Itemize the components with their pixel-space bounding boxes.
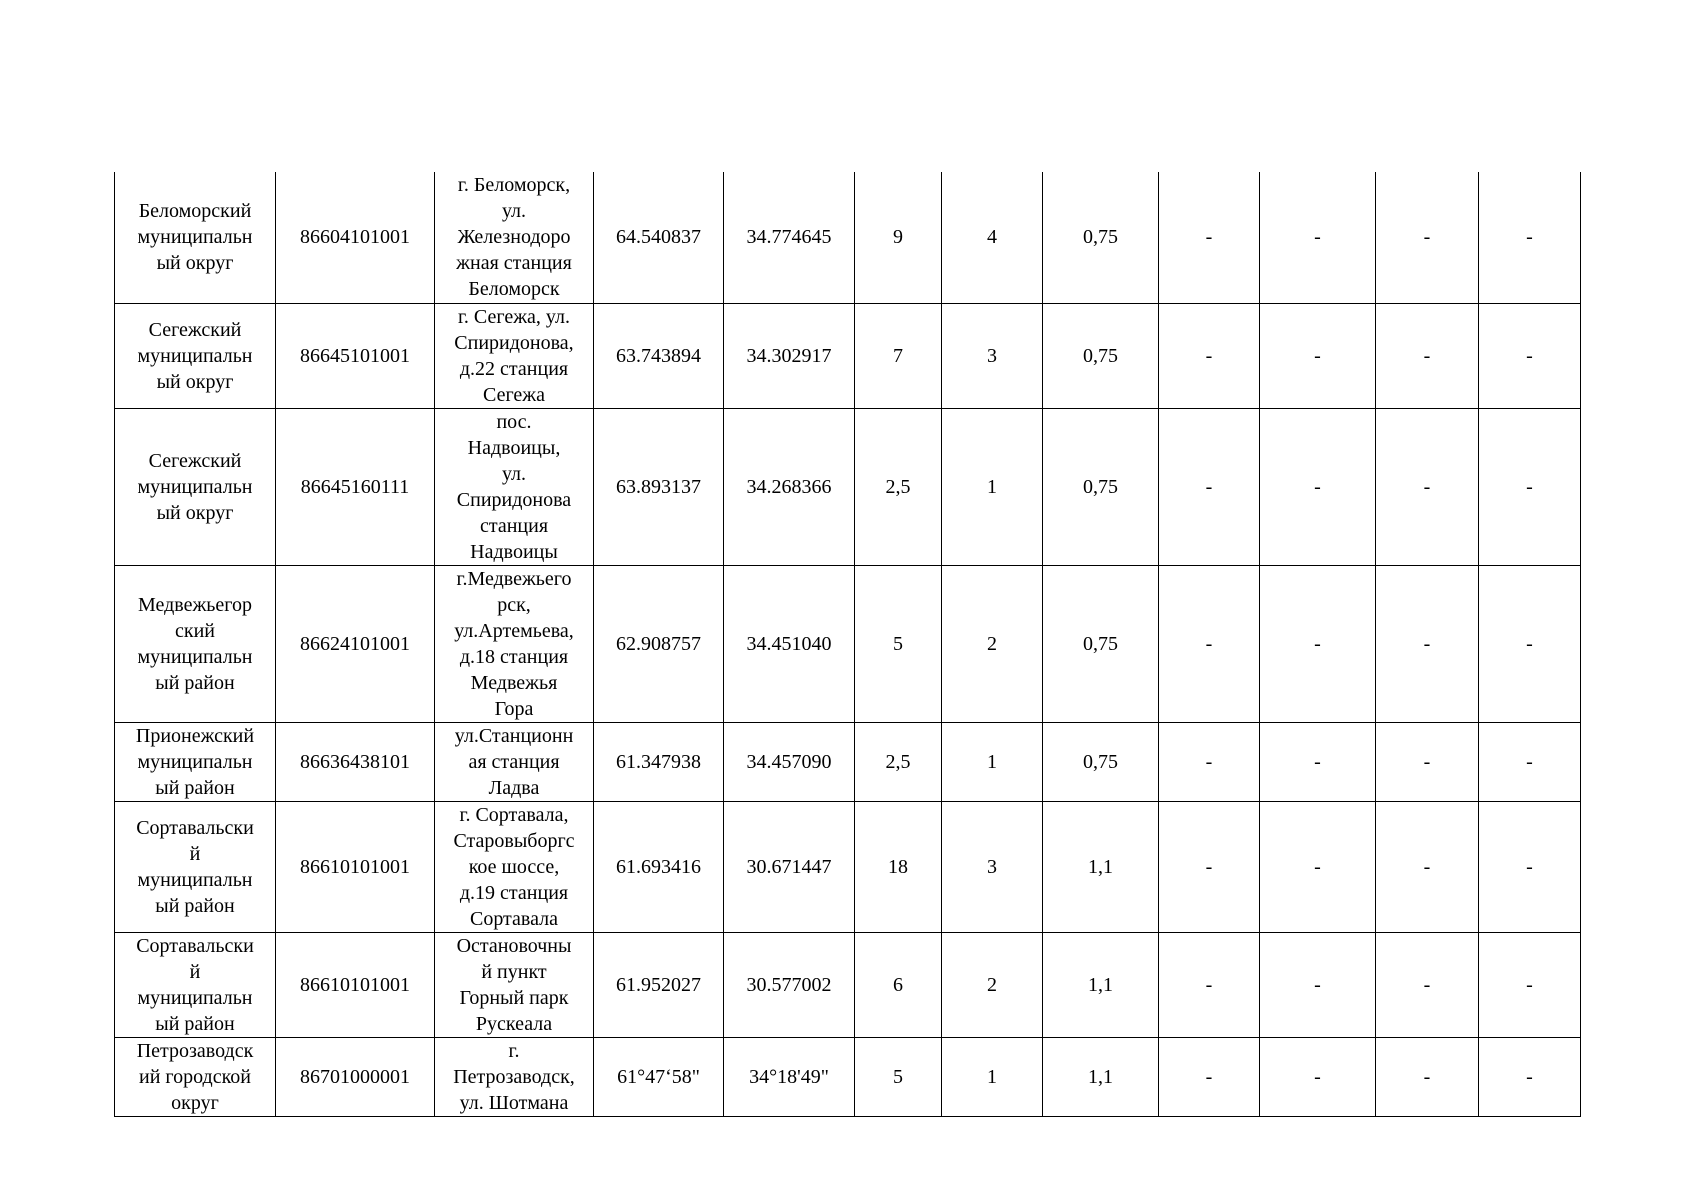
cell-address: г.Медвежьего рск, ул.Артемьева, д.18 станция Медвежья Гора [435, 565, 594, 722]
cell-col8: 0,75 [1043, 565, 1159, 722]
cell-col10: - [1260, 801, 1376, 932]
table-row [115, 565, 1581, 722]
cell-latitude: 61.347938 [594, 722, 724, 801]
cell-col11: - [1376, 801, 1479, 932]
cell-col10: - [1260, 408, 1376, 565]
cell-address: Остановочны й пункт Горный парк Рускеала [435, 932, 594, 1037]
cell-address: ул.Станционн ая станция Ладва [435, 722, 594, 801]
cell-col9: - [1159, 408, 1260, 565]
cell-longitude: 34°18'49" [724, 1037, 855, 1116]
cell-col7: 4 [942, 172, 1043, 303]
cell-col11: - [1376, 303, 1479, 408]
cell-col8: 0,75 [1043, 408, 1159, 565]
cell-district: Сортавальски й муниципальн ый район [115, 801, 276, 932]
table-body [115, 172, 1581, 1116]
cell-oktmo: 86604101001 [276, 172, 435, 303]
cell-longitude: 30.577002 [724, 932, 855, 1037]
cell-address: г. Сортавала, Старовыборгс кое шоссе, д.19 станция Сортавала [435, 801, 594, 932]
cell-oktmo: 86645101001 [276, 303, 435, 408]
cell-district: Петрозаводск ий городской округ [115, 1037, 276, 1116]
cell-oktmo: 86701000001 [276, 1037, 435, 1116]
cell-col8: 1,1 [1043, 801, 1159, 932]
cell-address: пос. Надвоицы, ул. Спиридонова станция Надвоицы [435, 408, 594, 565]
cell-district: Прионежский муниципальн ый район [115, 722, 276, 801]
table-row [115, 1037, 1581, 1116]
cell-col9: - [1159, 722, 1260, 801]
cell-col11: - [1376, 565, 1479, 722]
cell-longitude: 30.671447 [724, 801, 855, 932]
cell-col10: - [1260, 722, 1376, 801]
cell-col11: - [1376, 408, 1479, 565]
cell-col11: - [1376, 722, 1479, 801]
cell-col7: 3 [942, 303, 1043, 408]
cell-col12: - [1479, 565, 1581, 722]
cell-col6: 9 [855, 172, 942, 303]
cell-col7: 1 [942, 722, 1043, 801]
cell-col9: - [1159, 303, 1260, 408]
cell-col6: 6 [855, 932, 942, 1037]
cell-address: г. Беломорск, ул. Железнодоро жная станция Беломорск [435, 172, 594, 303]
table-row [115, 172, 1581, 303]
cell-col10: - [1260, 303, 1376, 408]
cell-col8: 0,75 [1043, 303, 1159, 408]
stations-table [114, 172, 1581, 1117]
cell-col6: 18 [855, 801, 942, 932]
cell-col9: - [1159, 801, 1260, 932]
cell-oktmo: 86624101001 [276, 565, 435, 722]
cell-col8: 0,75 [1043, 722, 1159, 801]
cell-latitude: 62.908757 [594, 565, 724, 722]
cell-col12: - [1479, 722, 1581, 801]
table-row [115, 722, 1581, 801]
cell-col6: 2,5 [855, 408, 942, 565]
cell-col12: - [1479, 408, 1581, 565]
cell-col7: 2 [942, 565, 1043, 722]
cell-col9: - [1159, 932, 1260, 1037]
cell-col10: - [1260, 932, 1376, 1037]
table-row [115, 932, 1581, 1037]
cell-col6: 5 [855, 565, 942, 722]
cell-col11: - [1376, 172, 1479, 303]
cell-col12: - [1479, 303, 1581, 408]
cell-col7: 1 [942, 1037, 1043, 1116]
cell-col10: - [1260, 565, 1376, 722]
cell-oktmo: 86636438101 [276, 722, 435, 801]
cell-district: Беломорский муниципальн ый округ [115, 172, 276, 303]
cell-latitude: 63.743894 [594, 303, 724, 408]
cell-col7: 3 [942, 801, 1043, 932]
cell-latitude: 61.693416 [594, 801, 724, 932]
cell-col11: - [1376, 932, 1479, 1037]
cell-latitude: 61°47‘58" [594, 1037, 724, 1116]
cell-col10: - [1260, 172, 1376, 303]
cell-longitude: 34.774645 [724, 172, 855, 303]
cell-col12: - [1479, 1037, 1581, 1116]
cell-address: г. Сегежа, ул. Спиридонова, д.22 станция Сегежа [435, 303, 594, 408]
cell-district: Сортавальски й муниципальн ый район [115, 932, 276, 1037]
cell-col11: - [1376, 1037, 1479, 1116]
cell-col10: - [1260, 1037, 1376, 1116]
cell-district: Сегежский муниципальн ый округ [115, 303, 276, 408]
cell-longitude: 34.268366 [724, 408, 855, 565]
table-row [115, 801, 1581, 932]
cell-latitude: 61.952027 [594, 932, 724, 1037]
cell-col9: - [1159, 1037, 1260, 1116]
cell-col9: - [1159, 565, 1260, 722]
cell-address: г. Петрозаводск, ул. Шотмана [435, 1037, 594, 1116]
cell-col8: 1,1 [1043, 932, 1159, 1037]
cell-district: Сегежский муниципальн ый округ [115, 408, 276, 565]
cell-longitude: 34.457090 [724, 722, 855, 801]
cell-district: Медвежьегор ский муниципальн ый район [115, 565, 276, 722]
cell-col6: 5 [855, 1037, 942, 1116]
cell-oktmo: 86645160111 [276, 408, 435, 565]
cell-longitude: 34.451040 [724, 565, 855, 722]
cell-col7: 1 [942, 408, 1043, 565]
cell-col6: 7 [855, 303, 942, 408]
table-row [115, 408, 1581, 565]
cell-longitude: 34.302917 [724, 303, 855, 408]
cell-col9: - [1159, 172, 1260, 303]
stations-table-container [114, 172, 1580, 1117]
cell-col7: 2 [942, 932, 1043, 1037]
cell-col12: - [1479, 172, 1581, 303]
cell-oktmo: 86610101001 [276, 801, 435, 932]
cell-latitude: 63.893137 [594, 408, 724, 565]
cell-col12: - [1479, 932, 1581, 1037]
cell-latitude: 64.540837 [594, 172, 724, 303]
cell-col8: 1,1 [1043, 1037, 1159, 1116]
cell-col6: 2,5 [855, 722, 942, 801]
cell-col8: 0,75 [1043, 172, 1159, 303]
cell-oktmo: 86610101001 [276, 932, 435, 1037]
cell-col12: - [1479, 801, 1581, 932]
table-row [115, 303, 1581, 408]
